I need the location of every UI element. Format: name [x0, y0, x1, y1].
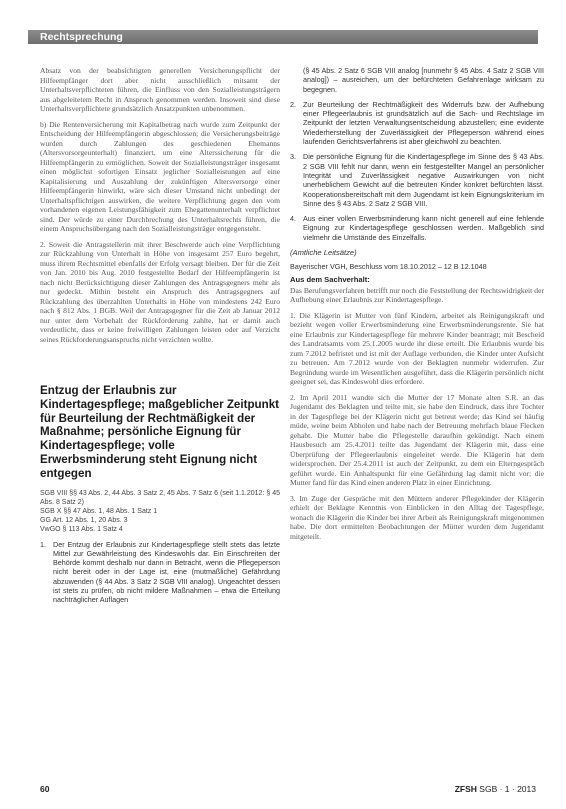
official-headnotes-label: (Amtliche Leitsätze) [290, 248, 357, 258]
paragraph: 1. Die Klägerin ist Mutter von fünf Kindern, arbeitet als Reinigungskraft und bezieht wegen voller Erwerbsminderung eine Erwerbsminderungsrente. Sie hat eine Erlaubnis zur Kindertagespflege für mehrere Kinder beantragt; mit Bescheid des Landratsamts vom 25.1.2005 wurde ihr diese erteilt. Die Erlaubnis wurde bis zum 7.2012 befristet und ist mit der Auflage verbunden, die Kinder unter Aufsicht zu betreuen. Am 7.2012 wurde von der Beklagten nunmehr widerrufen. Zur Begründung wurde im Wesentlichen ausgeführt, dass die Klägerin persönlich nicht geeignet sei, das Kindeswohl dies erfordere. [290, 310, 544, 387]
headnote-list [40, 540, 280, 605]
headnote-item: 3. Die persönliche Eignung für die Kindertagespflege im Sinne des § 43 Abs. 2 SGB VIII fehlt nur dann, wenn ein festgestellter Mangel an persönlicher Integrität und Zuverlässigkeit negative Auswirkungen von nicht unerheblichem Gewicht auf die betreuten Kinder konkret befürchten lässt. Kooperationsbereitschaft mit dem Jugendamt ist kein Eignungskriterium im Sinne des § 43 Abs. 2 Satz 2 SGB VIII. [290, 152, 544, 208]
paragraph: b) Die Rentenversicherung mit Kapitalbetrag nach wurde zum Zeitpunkt der Entscheidung der Hilfeempfängerin abgeschlossen; die Versicherungsbeiträge wurden durch Zahlungen des geschiedenen Ehemanns (Altersvorsorgeunterhalt) finanziert, um eine Alterssicherung für die Hilfeempfängerin zu ermöglichen. Soweit der Sozialleistungsträger insgesamt einen möglichst sofortigen Einsatz jeglicher Sozialleistungen auf eine Kapitalisierung und Auszahlung der zukünftigen Altersversorge einer Hilfeempfängerin hinwirkt, wäre sich dieser Umstand nicht unbedingt der Unterhaltspflichtigen auswirken, die weitere Verpflichtung gegen den vom vorhandenen eigenen Leistungsfähigkeit zum Ehegattenunterhalt verpflichtet sind. Der würde zu einer Durchbrechung des Unterhaltsrechts führen, die einem Anspruchsübergang nach den Sozialleistungsträger entgegensteht. [40, 119, 280, 233]
norm-line: SGB VIII §§ 43 Abs. 2, 44 Abs. 3 Satz 2, 45 Abs. 7 Satz 6 (seit 1.1.2012: § 45 Abs. 8 Satz 2) [40, 489, 280, 506]
journal-name: ZFSH [454, 784, 477, 794]
left-column [40, 66, 280, 766]
right-column [290, 66, 544, 766]
paragraph: 2. Soweit die Antragstellerin mit ihrer Beschwerde auch eine Verpflichtung zur Rückzahlung von Unterhalt in Höhe von insgesamt 257 Euro begehrt, muss ihrem Rechtsmittel ebenfalls der Erfolg versagt bleiben. Der für die Zeit von Jan. 2010 bis Aug. 2010 festgestellte Bedarf der Hilfeempfängerin ist nach nicht Berücksichtigung dieser Zahlungen des Antragsgegners mehr als nur gedeckt. Mithin besteht ein Anspruch des Antragsgegners auf Rückzahlung des überzahlten Unterhalts in Höhe von mindestens 242 Euro nach § 812 Abs. 1 BGB. Weil der Antragsgegner für die Zeit ab Januar 2012 nur unter dem Vorbehalt der Rückforderung zahlte, hat er damit auch verdeutlicht, dass er keine freiwilligen Zahlungen leisten oder auf Verzicht seines Rückforderungsanspruchs nicht verzichten wollte. [40, 239, 280, 344]
norm-line: SGB X §§ 47 Abs. 1, 48 Abs. 1 Satz 1 [40, 507, 158, 515]
headnote-continuation: (§ 45 Abs. 2 Satz 6 SGB VIII analog [nunmehr § 45 Abs. 4 Satz 2 SGB VIII analog]) – ausreichen, um der befürchteten Gefahrenlage wirksam zu begegnen. [303, 66, 544, 94]
paragraph: 2. Im April 2011 wandte sich die Mutter der 17 Monate alten S.R. an das Jugendamt des Beklagten und teilte mit, sie habe den Eindruck, dass ihre Tochter in der Tagespflege bei der Klägerin nicht gut betreut werde; das Kind sei häufig müde, weine beim Abholen und habe nach der Betreuung mehrfach blaue Flecken gehabt. Die Mutter habe die Pflegestelle daraufhin gekündigt. Nach einem Hausbesuch am 25.4.2011 teilte das Jugendamt der Klägerin mit, dass eine Überprüfung der Pflegeerlaubnis eingeleitet werde. Die Klägerin hat dem widersprochen. Der 25.4.2011 ist auch der Zeitpunkt, zu dem ein Elterngespräch geführt wurde. Ein Anhaltspunkt für eine Gefährdung lag damit nicht vor; die Mutter fand für das Kind einen anderen Platz in einer Einrichtung. [290, 392, 544, 488]
headnote-item: 2. Zur Beurteilung der Rechtmäßigkeit des Widerrufs bzw. der Aufhebung einer Pflegeerlaubnis ist grundsätzlich auf die Sach- und Rechtslage im Zeitpunkt der letzten Verwaltungsentscheidung abzustellen; eine evidente Wiederherstellung der Zuverlässigkeit der Pflegeperson während eines laufenden Gerichtsverfahrens ist aber gleichwohl zu beachten. [290, 99, 544, 147]
paragraph: Absatz von der beabsichtigten generellen Versicherungspflicht der Hilfeempfänger dort aber nicht ausschließlich mitsamt der Unterhaltsverpflichteten führen, die Einfluss von den Sozialleistungsträgern aus abgeleitetem Recht in Anspruch genommen werden. Insoweit sind diese Unterhaltsverpflichtete grundsätzlich Ansatzpunkten unbenommen. [40, 66, 280, 113]
section-label: Rechtsprechung [40, 31, 123, 43]
paragraph: Das Berufungsverfahren betrifft nur noch die Feststellung der Rechtswidrigkeit der Aufhebung einer Erlaubnis zur Kindertagespflege. [290, 285, 544, 305]
headnote-item: 1. Der Entzug der Erlaubnis zur Kindertagespflege stellt stets das letzte Mittel zur Gewährleistung des Kindeswohls dar. Ein Einschreiten der Behörde kommt deshalb nur dann in Betracht, wenn die Pflegeperson nicht bereit oder in der Lage ist, eine (mutmaßliche) Gefährdung abzuwenden (§ 44 Abs. 3 Satz 2 SGB VIII analog). Ungeachtet dessen ist stets zu prüfen, ob nicht mildere Maßnahmen – etwa die Erteilung nachträglicher Auflagen [40, 539, 280, 605]
norms-list [40, 489, 280, 534]
norm-line: GG Art. 12 Abs. 1, 20 Abs. 3 [40, 516, 128, 524]
paragraph: 3. Im Zuge der Gespräche mit den Müttern anderer Pflegekinder der Klägerin erhielt der Beklagte Kenntnis von Einblicken in den Alltag der Tagespflege, wonach die Klägerin die Kinder bei ihrer Arbeit als Reinigungskraft mitgenommen habe. Die dort ermittelten Beobachtungen der Mütter wurden dem Jugendamt mitgeteilt. [290, 493, 544, 541]
court-citation: Bayerischer VGH, Beschluss vom 18.10.2012 – 12 B 12.1048 [290, 261, 487, 271]
facts-title: Aus dem Sachverhalt: [290, 275, 370, 285]
article-heading: Entzug der Erlaubnis zur Kindertagespflege; maßgeblicher Zeitpunkt für Beurteilung der Rechtmäßigkeit der Maßnahme; persönliche Eignung für Kindertagespflege; volle Erwerbsminderung steht Eignung nicht entgegen [40, 384, 279, 480]
journal-footer [455, 784, 536, 794]
norm-line: VwGO § 113 Abs. 1 Satz 4 [40, 525, 123, 533]
headnote-item: 4. Aus einer vollen Erwerbsminderung kann nicht generell auf eine fehlende Eignung zur Kindertagespflege geschlossen werden. Maßgeblich sind vielmehr die Umstände des Einzelfalls. [290, 214, 544, 242]
page-number: 60 [40, 784, 50, 794]
headnote-list [290, 100, 544, 242]
journal-issue: SGB · 1 · 2013 [479, 784, 536, 794]
